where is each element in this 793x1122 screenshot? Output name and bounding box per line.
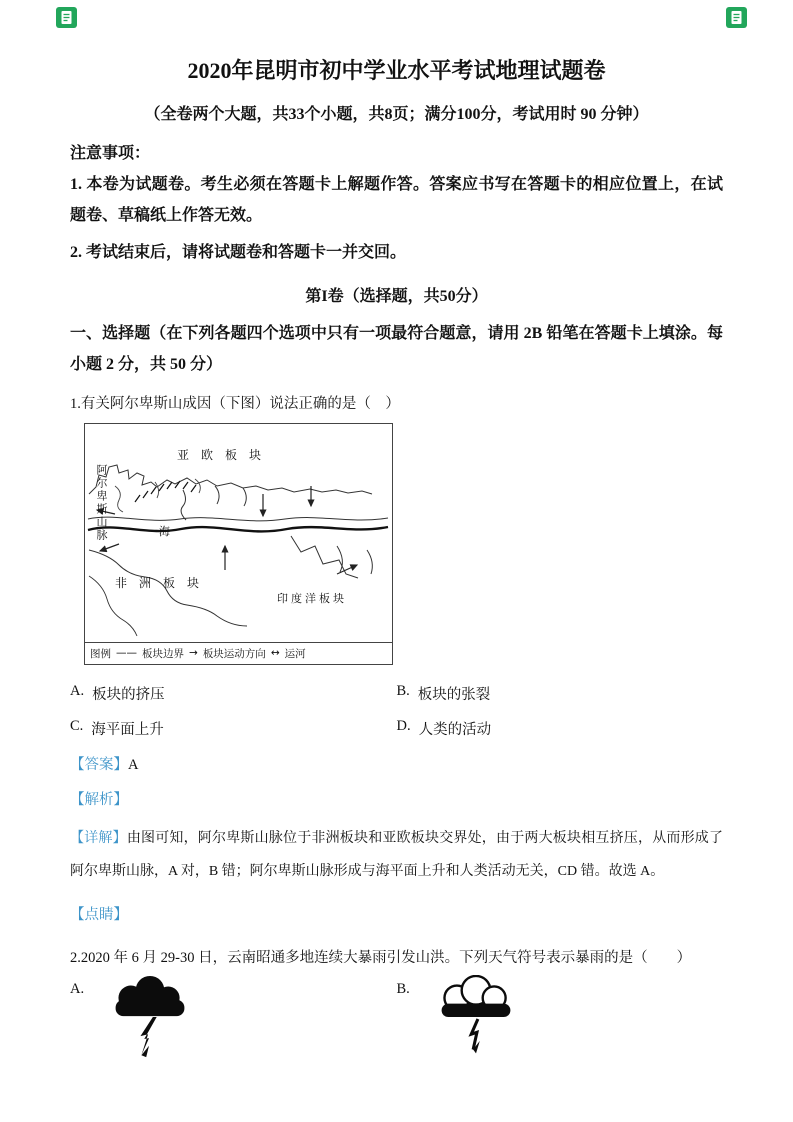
answer-label: 【答案】 bbox=[70, 756, 128, 773]
legend-boundary-label: 板块边界 bbox=[142, 648, 184, 660]
option-b-key: B. bbox=[396, 682, 410, 699]
tip-line bbox=[70, 903, 723, 924]
cloud-rain-lightning-icon bbox=[428, 975, 524, 1061]
notice-item-1: 1. 本卷为试题卷。考生必须在答题卡上解题作答。答案应书写在答题卡的相应位置上，在试题卷、草稿纸上作答无效。 bbox=[70, 176, 723, 225]
map-label-eurasian-plate: 亚 欧 板 块 bbox=[177, 447, 262, 462]
map-label-sea: 海 bbox=[159, 525, 170, 538]
option-d-text: 人类的活动 bbox=[418, 721, 492, 738]
question-1-stem: 1.有关阿尔卑斯山成因（下图）说法正确的是（ ） bbox=[70, 395, 400, 412]
option-c-key: C. bbox=[70, 717, 84, 734]
map-label-indian-ocean-plate: 印度洋板块 bbox=[277, 592, 347, 605]
option-a-text: 板块的挤压 bbox=[92, 686, 165, 703]
question-2-option-b bbox=[397, 981, 724, 1061]
tip-label: 【点睛】 bbox=[70, 906, 128, 923]
option-d-key: D. bbox=[396, 717, 411, 734]
option-a-key: A. bbox=[70, 682, 85, 699]
page-title: 2020年昆明市初中学业水平考试地理试题卷 bbox=[187, 58, 606, 83]
detail-paragraph bbox=[70, 823, 723, 889]
question-2-option-b-key: B. bbox=[396, 980, 410, 997]
question-1-options-row-1 bbox=[70, 683, 723, 704]
part-heading: 一、选择题（在下列各题四个选项中只有一项最符合题意，请用 2B 铅笔在答题卡上填涂。每小题 2 分，共 50 分） bbox=[70, 324, 723, 373]
map-legend bbox=[85, 642, 392, 664]
question-2-option-a-key: A. bbox=[70, 980, 85, 997]
detail-text: 由图可知，阿尔卑斯山脉位于非洲板块和亚欧板块交界处，由于两大板块相互挤压，从而形成了阿尔卑斯山脉，A 对，B 错；阿尔卑斯山脉形成与海平面上升和人类活动无关，CD 错。故选 A。 bbox=[70, 830, 724, 879]
question-2-symbols-row bbox=[70, 981, 723, 1061]
legend-title: 图例 bbox=[90, 648, 111, 660]
cloud-lightning-icon bbox=[102, 975, 198, 1061]
option-b-text: 板块的张裂 bbox=[417, 686, 491, 703]
green-doc-badge-icon bbox=[56, 7, 77, 28]
question-1-options-row-2 bbox=[70, 718, 723, 739]
option-d bbox=[397, 718, 724, 739]
answer-value: A bbox=[128, 756, 139, 773]
legend-direction-arrow-symbol: → bbox=[189, 647, 198, 660]
detail-label: 【详解】 bbox=[70, 830, 127, 846]
page-subtitle: （全卷两个大题，共33个小题，共8页；满分100分，考试用时 90 分钟） bbox=[144, 106, 649, 123]
section-heading: 第I卷（选择题，共50分） bbox=[305, 287, 488, 305]
plate-map-figure bbox=[84, 423, 393, 665]
answer-line bbox=[70, 753, 723, 774]
legend-boundary-line-symbol: —— bbox=[116, 647, 137, 660]
notice-item-2: 2. 考试结束后，请将试题卷和答题卡一并交回。 bbox=[70, 244, 407, 262]
question-2-option-a bbox=[70, 981, 397, 1061]
legend-direction-label: 板块运动方向 bbox=[202, 648, 266, 660]
map-label-alps: 阿尔卑斯山脉 bbox=[95, 463, 107, 542]
map-label-african-plate: 非 洲 板 块 bbox=[115, 575, 200, 590]
legend-canal-symbol: ↔ bbox=[270, 647, 280, 660]
option-b bbox=[397, 683, 724, 704]
analysis-line bbox=[70, 788, 723, 809]
option-a bbox=[70, 683, 397, 704]
option-c-text: 海平面上升 bbox=[91, 721, 164, 738]
legend-canal-label: 运河 bbox=[284, 648, 306, 660]
option-c bbox=[70, 718, 397, 739]
analysis-label: 【解析】 bbox=[70, 791, 128, 808]
notice-heading: 注意事项： bbox=[70, 145, 151, 162]
green-doc-badge-icon bbox=[726, 7, 747, 28]
question-2-stem: 2.2020 年 6 月 29-30 日，云南昭通多地连续大暴雨引发山洪。下列天气符号表示暴雨的是（ ） bbox=[70, 949, 692, 966]
